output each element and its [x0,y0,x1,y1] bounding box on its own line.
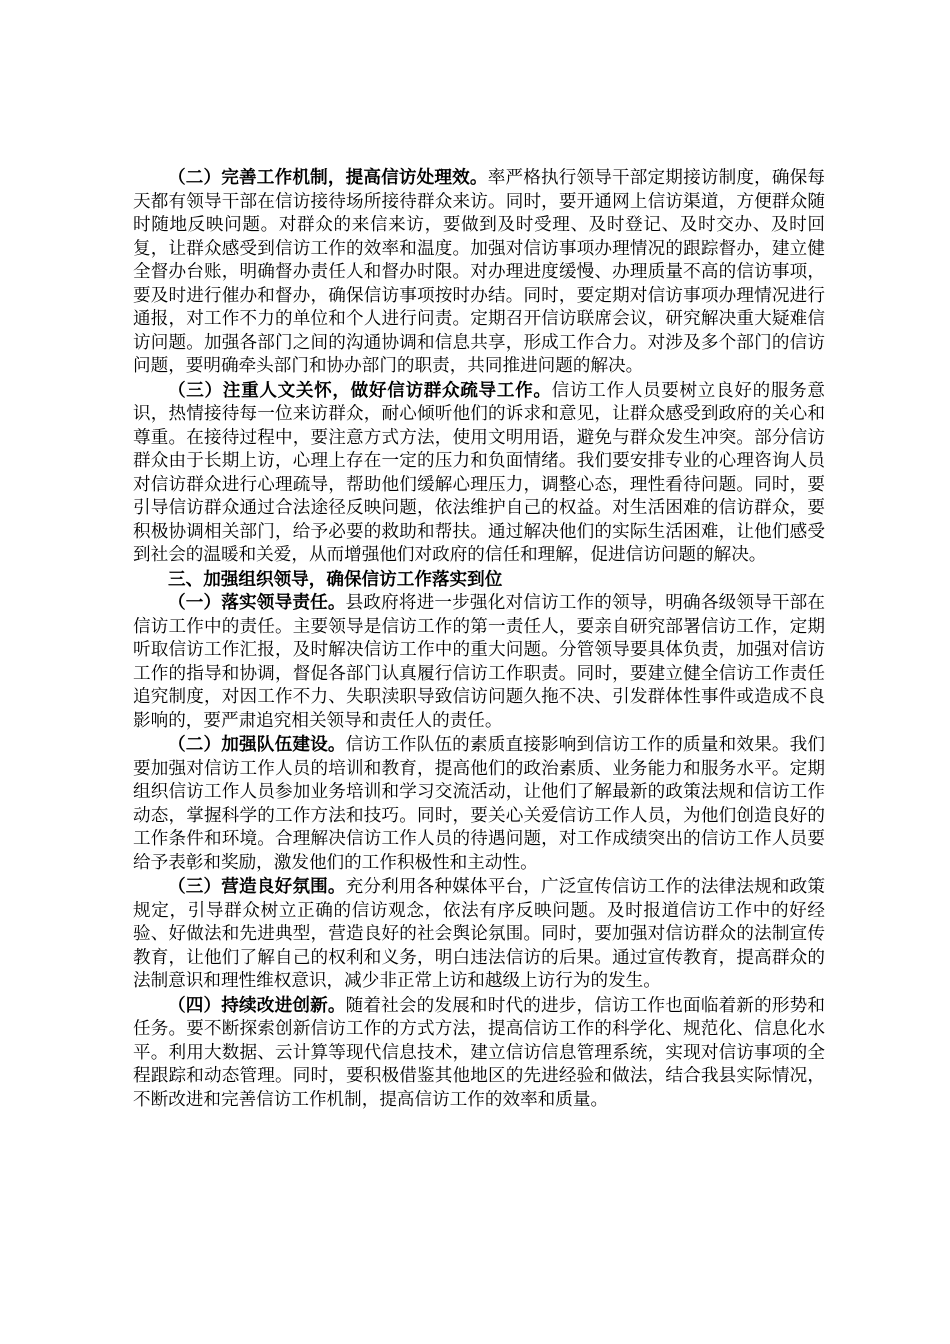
document-page [133,166,825,1112]
paragraph-lead: （二）加强队伍建设。 [168,734,346,755]
paragraph-lead: （四）持续改进创新。 [168,994,346,1016]
paragraph-team-building [133,733,825,875]
paragraph-humanistic-care [133,379,825,568]
paragraph-lead: （三）注重人文关怀，做好信访群众疏导工作。 [168,379,552,401]
paragraph-mechanism [133,166,825,379]
paragraph-body: 县政府将进一步强化对信访工作的领导，明确各级领导干部在信访工作中的责任。主要领导是信访工作的第一责任人，要亲自研究部署信访工作，定期听取信访工作汇报，及时解决信访工作中的重大问题。分管领导要具体负责，加强对信访工作的指导和协调，督促各部门认真履行信访工作职责。同时，要建立健全信访工作责任追究制度，对因工作不力、失职渎职导致信访问题久拖不决、引发群体性事件或造成不良影响的，要严肃追究相关领导和责任人的责任。 [133,593,825,731]
paragraph-innovation [133,994,825,1113]
paragraph-lead: （三）营造良好氛围。 [168,876,346,897]
paragraph-leadership-responsibility [133,591,825,733]
section-heading: 三、加强组织领导，确保信访工作落实到位 [168,568,503,590]
paragraph-body: 率严格执行领导干部定期接访制度，确保每天都有领导干部在信访接待场所接待群众来访。同时，要开通网上信访渠道，方便群众随时随地反映问题。对群众的来信来访，要做到及时受理、及时登记、及时交办、及时回复，让群众感受到信访工作的效率和温度。加强对信访事项办理情况的跟踪督办，建立健全督办台账，明确督办责任人和督办时限。对办理进度缓慢、办理质量不高的信访事项，要及时进行催办和督办，确保信访事项按时办结。同时，要定期对信访事项办理情况进行通报，对工作不力的单位和个人进行问责。定期召开信访联席会议，研究解决重大疑难信访问题。加强各部门之间的沟通协调和信息共享，形成工作合力。对涉及多个部门的信访问题，要明确牵头部门和协办部门的职责，共同推进问题的解决。 [133,168,825,376]
paragraph-body: 信访工作队伍的素质直接影响到信访工作的质量和效果。我们要加强对信访工作人员的培训和教育，提高他们的政治素质、业务能力和服务水平。定期组织信访工作人员参加业务培训和学习交流活动，让他们了解最新的政策法规和信访工作动态，掌握科学的工作方法和技巧。同时，要关心关爱信访工作人员，为他们创造良好的工作条件和环境。合理解决信访工作人员的待遇问题，对工作成绩突出的信访工作人员要给予表彰和奖励，激发他们的工作积极性和主动性。 [133,735,825,873]
paragraph-body: 随着社会的发展和时代的进步，信访工作也面临着新的形势和任务。要不断探索创新信访工作的方式方法，提高信访工作的科学化、规范化、信息化水平。利用大数据、云计算等现代信息技术，建立信访信息管理系统，实现对信访事项的全程跟踪和动态管理。同时，要积极借鉴其他地区的先进经验和做法，结合我县实际情况，不断改进和完善信访工作机制，提高信访工作的效率和质量。 [133,995,825,1110]
paragraph-lead: （一）落实领导责任。 [168,592,346,613]
paragraph-body: 信访工作人员要树立良好的服务意识，热情接待每一位来访群众，耐心倾听他们的诉求和意见，让群众感受到政府的关心和尊重。在接待过程中，要注意方式方法，使用文明用语，避免与群众发生冲突。部分信访群众由于长期上访，心理上存在一定的压力和负面情绪。我们要安排专业的心理咨询人员对信访群众进行心理疏导，帮助他们缓解心理压力，调整心态，理性看待问题。同时，要引导信访群众通过合法途径反映问题，依法维护自己的权益。对生活困难的信访群众，要积极协调相关部门，给予必要的救助和帮扶。通过解决他们的实际生活困难，让他们感受到社会的温暖和关爱，从而增强他们对政府的信任和理解，促进信访问题的解决。 [133,380,825,565]
paragraph-atmosphere [133,875,825,994]
paragraph-body: 充分利用各种媒体平台，广泛宣传信访工作的法律法规和政策规定，引导群众树立正确的信访观念，依法有序反映问题。及时报道信访工作中的好经验、好做法和先进典型，营造良好的社会舆论氛围。同时，要加强对信访群众的法制宣传教育，让他们了解自己的权利和义务，明白违法信访的后果。通过宣传教育，提高群众的法制意识和理性维权意识，减少非正常上访和越级上访行为的发生。 [133,877,825,991]
paragraph-lead: （二）完善工作机制，提高信访处理效。 [168,167,488,188]
